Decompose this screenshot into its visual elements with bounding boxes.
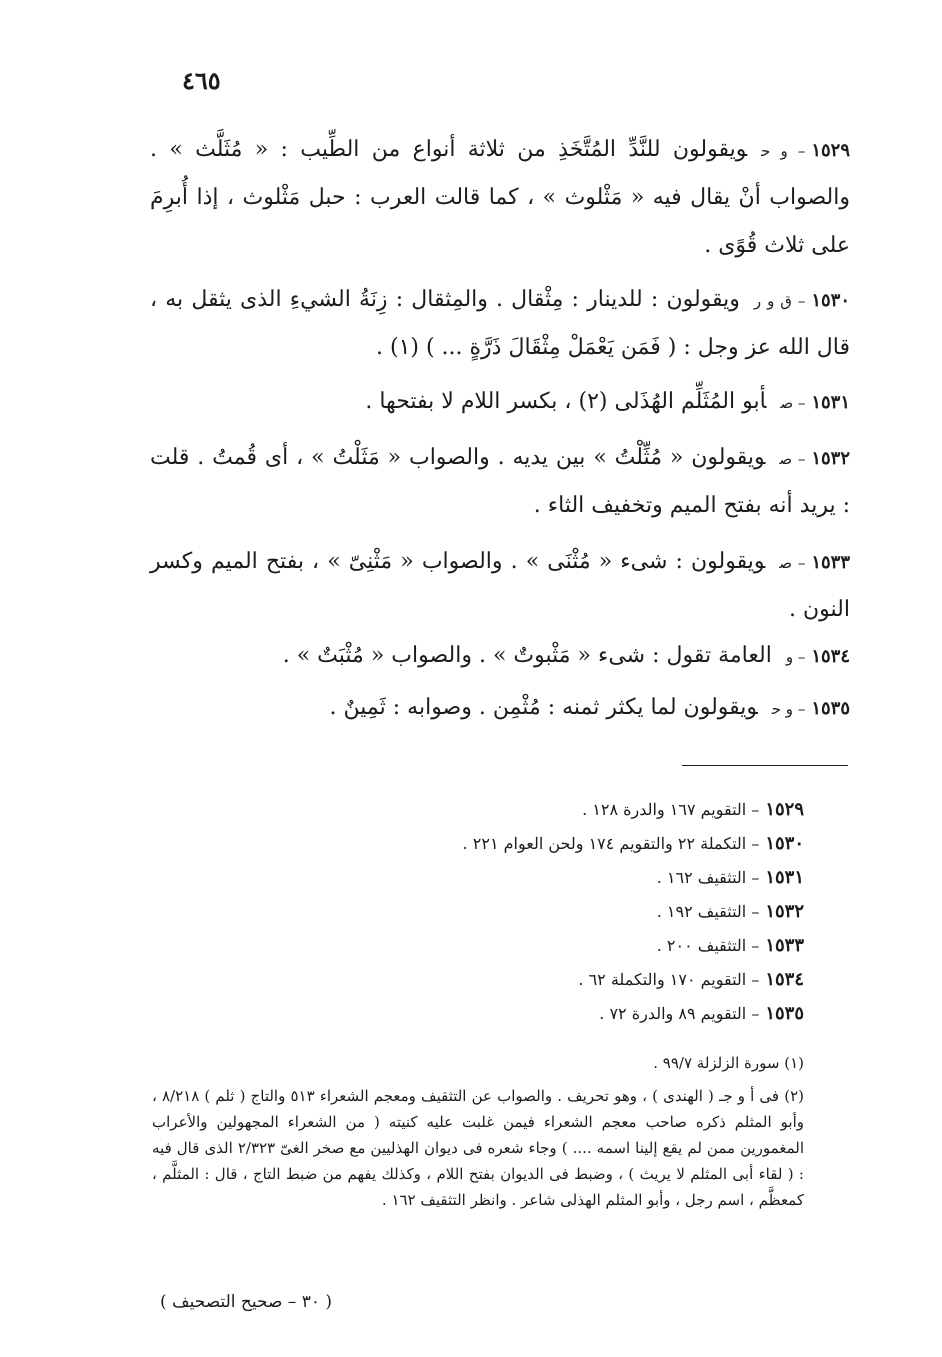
- source-text: – التقويم ١٦٧ والدرة ١٢٨ .: [582, 800, 760, 819]
- entry-number: ١٥٣٤: [811, 646, 850, 667]
- entry-source-tag: – ق و ر: [753, 292, 806, 310]
- footnote-separator: [682, 765, 848, 766]
- entry-number: ١٥٣١: [811, 392, 850, 413]
- source-line: [200, 827, 804, 861]
- source-number: ١٥٣٥: [765, 1003, 804, 1024]
- source-line: [200, 793, 804, 827]
- entry-text: ويقولون : للدينار : مِثْقال . والمِثقال : زِنَةُ الشيءِ الذى يثقل به ، قال الله عز وجل : ( فَمَن يَعْمَلْ مِثْقَالَ ذَرَّةٍ ... ) (١) .: [150, 287, 850, 360]
- entry-text: ويقولون : شىء « مُثْنَى » . والصواب « مَثْنِىّ » ، بفتح الميم وكسر النون .: [150, 549, 850, 622]
- entry-text: ويقولون « مُثِّلْتُ » بين يديه . والصواب « مَثَلْتُ » ، أى قُمتُ . قلت : يريد أنه بفتح الميم وتخفيف الثاء .: [150, 445, 850, 518]
- entry-source-tag: – و ح: [761, 142, 806, 160]
- source-text: – التقويم ٨٩ والدرة ٧٢ .: [599, 1004, 760, 1023]
- source-text: – التثقيف ١٩٢ .: [656, 902, 760, 921]
- entry-text: ويقولون لما يكثر ثمنه : مُثْمِن . وصوابه : ثَمِينٌ .: [329, 695, 758, 720]
- page-number: ٤٦٥: [182, 66, 221, 95]
- source-line: [200, 895, 804, 929]
- entry-text: أبو المُثَلِّم الهُذَلى (٢) ، بكسر اللام لا بفتحها .: [365, 389, 767, 414]
- source-number: ١٥٣١: [765, 867, 804, 888]
- entry-1531: [150, 378, 850, 426]
- entry-text: العامة تقول : شىء « مَثْبوتٌ » . والصواب « مُثْبَتٌ » .: [282, 643, 772, 668]
- source-number: ١٥٣٣: [765, 935, 804, 956]
- source-number: ١٥٢٩: [765, 799, 804, 820]
- source-line: [200, 929, 804, 963]
- page-footer: ( ٣٠ – صحيح التصحيف ): [160, 1292, 333, 1312]
- entry-source-tag: – ص: [780, 394, 806, 412]
- source-number: ١٥٣٤: [765, 969, 804, 990]
- entry-source-tag: – ص: [779, 554, 806, 572]
- entry-text: ويقولون للنَّدِّ المُتَّخَذِ من ثلاثة أنواع من الطِّيب : « مُثَلَّث » . والصواب أنْ يقال فيه « مَثْلوث » ، كما قالت العرب : حبل مَثْلوث ، إذا أُبرِمَ على ثلاث قُوًى .: [150, 137, 850, 258]
- entry-1533: [150, 538, 850, 634]
- entry-number: ١٥٣٠: [811, 290, 850, 311]
- source-line: [200, 861, 804, 895]
- entry-source-tag: – و: [785, 648, 806, 666]
- entry-number: ١٥٣٣: [811, 552, 850, 573]
- source-line: [200, 963, 804, 997]
- entry-1534: [150, 632, 850, 680]
- source-number: ١٥٣٢: [765, 901, 804, 922]
- source-line: [200, 997, 804, 1031]
- footnote-1: (١) سورة الزلزلة ٩٩/٧ .: [653, 1054, 804, 1072]
- entry-1529: [150, 126, 850, 270]
- entry-1530: [150, 276, 850, 372]
- source-text: – التثقيف ١٦٢ .: [656, 868, 760, 887]
- source-number: ١٥٣٠: [765, 833, 804, 854]
- entry-number: ١٥٣٢: [811, 448, 850, 469]
- source-text: – التثقيف ٢٠٠ .: [656, 936, 760, 955]
- entry-number: ١٥٢٩: [811, 140, 850, 161]
- entry-1532: [150, 434, 850, 530]
- source-text: – التقويم ١٧٠ والتكملة ٦٢ .: [578, 970, 760, 989]
- source-text: – التكملة ٢٢ والتقويم ١٧٤ ولحن العوام ٢٢١ .: [462, 834, 760, 853]
- entry-1535: [150, 684, 850, 732]
- entry-source-tag: – و ح: [771, 700, 806, 718]
- source-references: [200, 793, 804, 1031]
- entry-number: ١٥٣٥: [811, 698, 850, 719]
- entry-source-tag: – ص: [779, 450, 806, 468]
- footnote-2: (٢) فى أ و جـ ( الهندى ) ، وهو تحريف . والصواب عن التثقيف ومعجم الشعراء ٥١٣ والتاج ( ثلم ) ٨/٢١٨ ، وأبو المثلم ذكره صاحب معجم الشعراء فيمن غلبت عليه كنيته ( من الشعراء المجهولين والأعراب المغمورين ممن لم يقع إلينا اسمه .... ) وجاء شعره فى ديوان الهذليين مع صخر الغىّ ٢/٣٢٣ الذى قال فيه : ( لقاء أبى المثلم لا يريث ) ، وضبط فى الديوان بفتح اللام ، وكذلك يفهم من ضبط التاج ، قال : المثلَّم ، كمعظَّم ، اسم رجل ، وأبو المثلم الهذلى شاعر . وانظر التثقيف ١٦٢ .: [152, 1087, 804, 1209]
